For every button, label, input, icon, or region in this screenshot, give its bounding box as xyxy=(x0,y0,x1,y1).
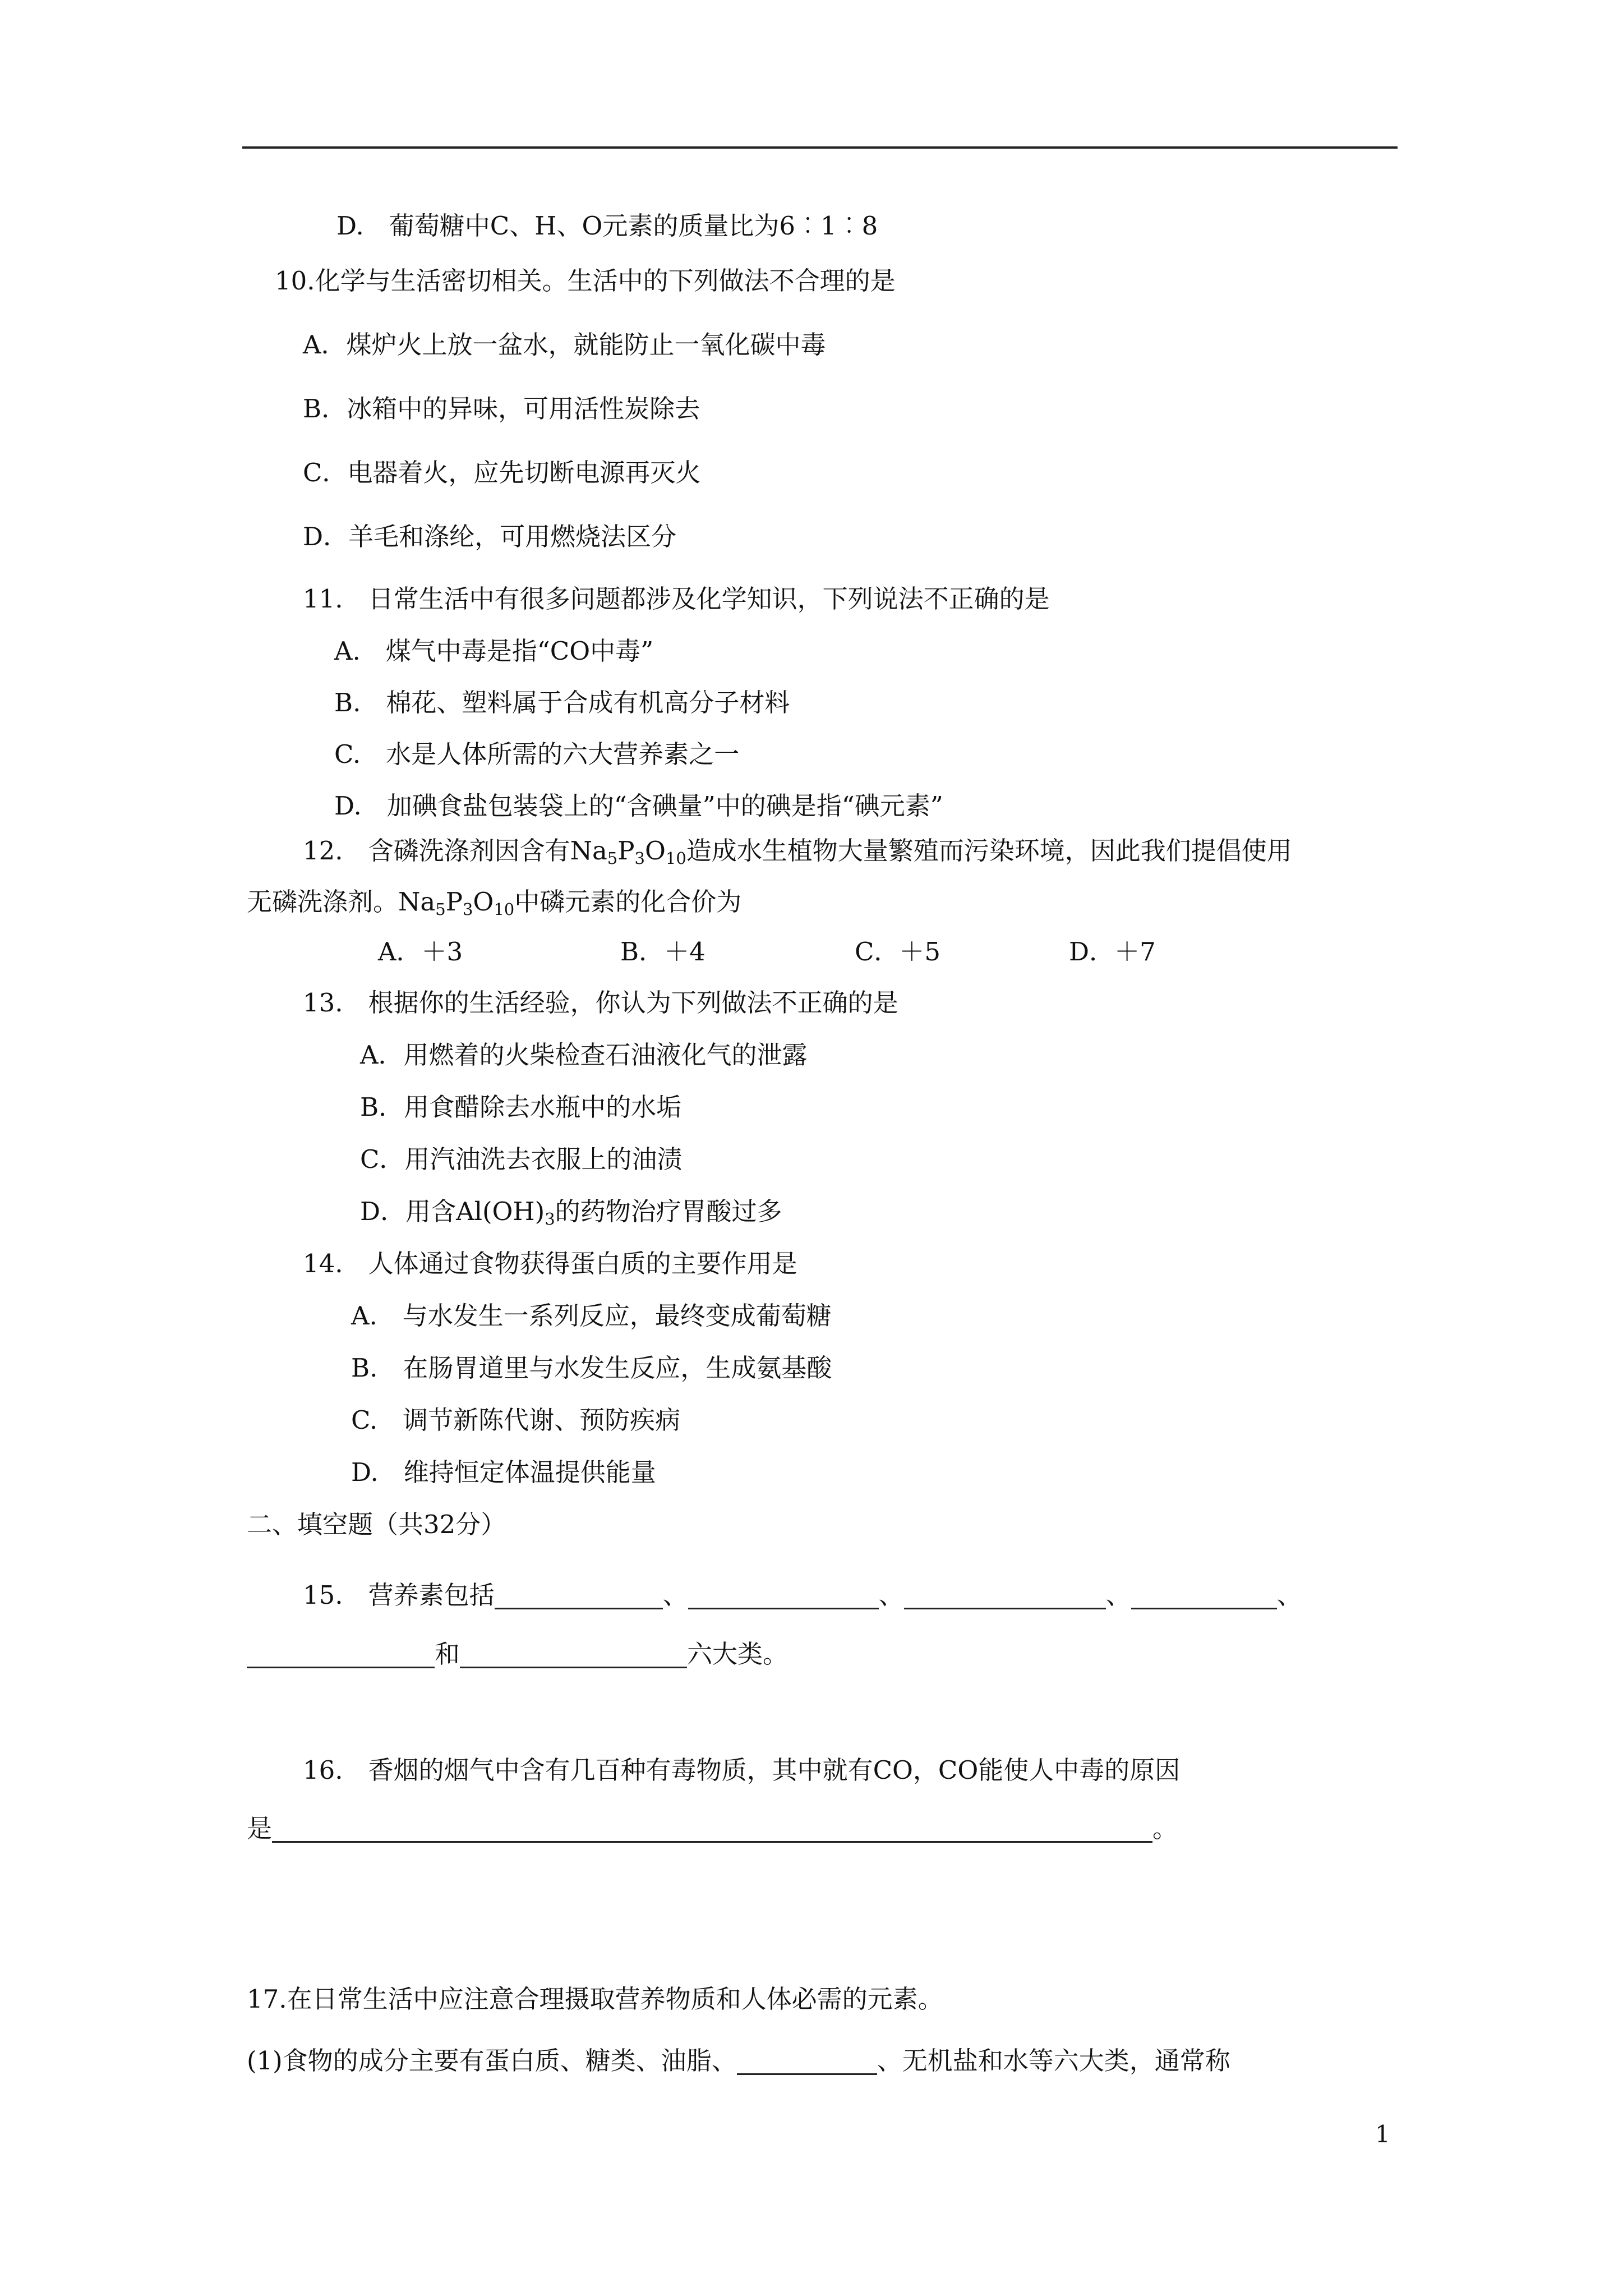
q17-blank-1[interactable] xyxy=(737,2047,877,2075)
q11-option-a: A. 煤气中毒是指“CO中毒” xyxy=(334,636,654,666)
q14-option-b: B. 在肠胃道里与水发生反应，生成氨基酸 xyxy=(351,1353,832,1383)
q14-option-d: D. 维持恒定体温提供能量 xyxy=(351,1457,656,1487)
q15-blank-6[interactable] xyxy=(460,1641,687,1668)
q16-stem: 16. 香烟的烟气中含有几百种有毒物质，其中就有CO，CO能使人中毒的原因 xyxy=(303,1755,1181,1785)
q13-option-a: A．用燃着的火柴检查石油液化气的泄露 xyxy=(360,1040,808,1070)
q10-option-c: C．电器着火，应先切断电源再灭火 xyxy=(303,458,701,487)
section-2-title: 二、填空题（共32分） xyxy=(247,1510,506,1539)
q15-line1: 15. 营养素包括 、 、 、 、 xyxy=(303,1580,1302,1610)
q11-option-d: D. 加碘食盐包装袋上的“含碘量”中的碘是指“碘元素” xyxy=(334,791,943,821)
q12-stem2-post: 中磷元素的化合价为 xyxy=(514,887,742,917)
q9-option-d: D. 葡萄糖中C、H、O元素的质量比为6︰1︰8 xyxy=(336,211,878,241)
q12-option-d: D．＋7 xyxy=(1069,937,1156,967)
q15-stem: 15. 营养素包括 xyxy=(303,1580,495,1610)
q12-formula: $Na_5P_3O_{10}$ xyxy=(570,836,686,868)
q15-blank-3[interactable] xyxy=(904,1582,1106,1609)
q17-part1: (1)食物的成分主要有蛋白质、糖类、油脂、 、无机盐和水等六大类，通常称 xyxy=(247,2046,1230,2076)
q12-option-b: B．＋4 xyxy=(620,937,706,967)
q13-option-c: C．用汽油洗去衣服上的油渍 xyxy=(360,1144,683,1174)
q15-blank-2[interactable] xyxy=(688,1582,879,1609)
q17-stem: 17.在日常生活中应注意合理摄取营养物质和人体必需的元素。 xyxy=(247,1984,943,2014)
q12-option-c: C．＋5 xyxy=(855,937,941,967)
q16-answer-line: 是 。 xyxy=(247,1814,1178,1843)
q11-option-c: C. 水是人体所需的六大营养素之一 xyxy=(334,739,740,769)
q12-option-a: A．＋3 xyxy=(378,937,463,967)
q14-option-a: A. 与水发生一系列反应，最终变成葡萄糖 xyxy=(351,1301,832,1331)
q11-option-b: B. 棉花、塑料属于合成有机高分子材料 xyxy=(334,688,790,717)
q16-blank[interactable] xyxy=(272,1815,1152,1843)
q14-stem: 14. 人体通过食物获得蛋白质的主要作用是 xyxy=(303,1249,797,1278)
q12-stem-pre: 12. 含磷洗涤剂因含有 xyxy=(303,836,570,866)
q15-blank-4[interactable] xyxy=(1131,1582,1277,1609)
q13-stem: 13. 根据你的生活经验，你认为下列做法不正确的是 xyxy=(303,988,898,1018)
q13-option-b: B．用食醋除去水瓶中的水垢 xyxy=(360,1092,682,1122)
q14-option-c: C. 调节新陈代谢、预防疾病 xyxy=(351,1405,681,1435)
q11-stem: 11. 日常生活中有很多问题都涉及化学知识，下列说法不正确的是 xyxy=(303,584,1050,614)
q12-stem-post: 造成水生植物大量繁殖而污染环境，因此我们提倡使用 xyxy=(686,836,1292,866)
q10-stem: 10.化学与生活密切相关。生活中的下列做法不合理的是 xyxy=(275,266,896,296)
q10-option-a: A．煤炉火上放一盆水，就能防止一氧化碳中毒 xyxy=(303,330,826,360)
q10-option-d: D．羊毛和涤纶，可用燃烧法区分 xyxy=(303,522,677,551)
header-rule xyxy=(242,146,1398,149)
q15-line2: 和 六大类。 xyxy=(247,1641,788,1668)
page-number: 1 xyxy=(1375,2120,1390,2148)
q12-formula-2: $Na_5P_3O_{10}$ xyxy=(398,887,515,919)
q12-stem xyxy=(303,836,1292,868)
q12-stem2-pre: 无磷洗涤剂。 xyxy=(247,887,399,917)
q15-blank-5[interactable] xyxy=(247,1641,435,1668)
q10-option-b: B．冰箱中的异味，可用活性炭除去 xyxy=(303,394,700,424)
q13-option-d: D．用含$Al(OH)_3$的药物治疗胃酸过多 xyxy=(360,1197,782,1228)
q12-stem-line2 xyxy=(247,887,742,919)
q15-blank-1[interactable] xyxy=(495,1582,663,1609)
